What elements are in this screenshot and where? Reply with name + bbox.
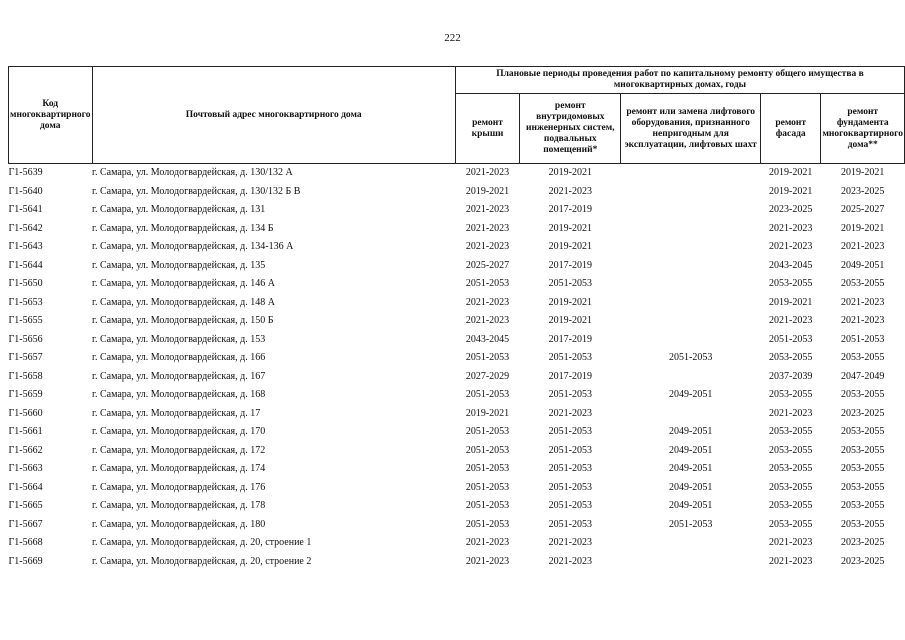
cell-foundation: 2053-2055 [841,389,885,401]
cell-address: г. Самара, ул. Молодогвардейская, д. 20, строение 1 [92,537,312,549]
cell-foundation: 2053-2055 [841,278,885,290]
repair-schedule-table [8,66,905,571]
cell-foundation: 2021-2023 [841,241,885,253]
header-utilities: ремонт внутридомовых инженерных систем, подвальных помещений* [520,94,621,164]
cell-code: Г1-5655 [8,315,43,327]
cell-address: г. Самара, ул. Молодогвардейская, д. 131 [92,204,266,216]
cell-roof: 2021-2023 [465,241,510,253]
cell-code: Г1-5656 [8,333,43,345]
cell-utilities: 2051-2053 [548,500,592,512]
cell-facade: 2019-2021 [769,167,813,179]
cell-utilities: 2051-2053 [548,463,592,475]
cell-utilities: 2051-2053 [548,426,592,438]
cell-address: г. Самара, ул. Молодогвардейская, д. 20, строение 2 [92,555,312,567]
cell-foundation: 2053-2055 [841,463,885,475]
cell-utilities: 2051-2053 [548,444,592,456]
cell-utilities: 2019-2021 [548,241,592,253]
cell-address: г. Самара, ул. Молодогвардейская, д. 148 А [92,296,275,308]
cell-facade: 2021-2023 [769,537,813,549]
cell-roof: 2051-2053 [465,500,510,512]
cell-elevator: 2051-2053 [669,352,713,364]
cell-address: г. Самара, ул. Молодогвардейская, д. 180 [92,518,266,530]
header-plan: Плановые периоды проведения работ по капитальному ремонту общего имущества в многоквартирных домах, годы [455,67,904,94]
cell-foundation: 2051-2053 [841,333,885,345]
cell-address: г. Самара, ул. Молодогвардейская, д. 150 Б [92,315,274,327]
cell-address: г. Самара, ул. Молодогвардейская, д. 178 [92,500,266,512]
cell-elevator: 2051-2053 [669,518,713,530]
cell-code: Г1-5665 [8,500,43,512]
cell-utilities: 2017-2019 [548,259,592,271]
cell-address: г. Самара, ул. Молодогвардейская, д. 168 [92,389,266,401]
table-row [9,460,905,479]
cell-elevator [621,331,760,350]
table-row [9,386,905,405]
cell-elevator [621,257,760,276]
table-row [9,220,905,239]
table-row [9,516,905,535]
cell-facade: 2053-2055 [769,389,813,401]
cell-foundation: 2021-2023 [841,296,885,308]
cell-address: г. Самара, ул. Молодогвардейская, д. 17 [92,407,261,419]
cell-address: г. Самара, ул. Молодогвардейская, д. 146 А [92,278,275,290]
cell-facade: 2053-2055 [769,500,813,512]
cell-foundation: 2053-2055 [841,481,885,493]
cell-elevator: 2049-2051 [669,481,713,493]
cell-foundation: 2025-2027 [841,204,885,216]
cell-foundation: 2023-2025 [841,185,885,197]
cell-utilities: 2021-2023 [548,185,592,197]
cell-address: г. Самара, ул. Молодогвардейская, д. 166 [92,352,266,364]
cell-code: Г1-5650 [8,278,43,290]
cell-utilities: 2021-2023 [548,407,592,419]
cell-address: г. Самара, ул. Молодогвардейская, д. 134-136 А [92,241,294,253]
cell-code: Г1-5642 [8,222,43,234]
cell-code: Г1-5663 [8,463,43,475]
cell-code: Г1-5644 [8,259,43,271]
cell-foundation: 2053-2055 [841,352,885,364]
cell-foundation: 2053-2055 [841,500,885,512]
cell-roof: 2051-2053 [465,352,510,364]
cell-roof: 2021-2023 [465,204,510,216]
cell-elevator [621,220,760,239]
table-row [9,201,905,220]
cell-facade: 2019-2021 [769,185,813,197]
cell-utilities: 2051-2053 [548,352,592,364]
cell-elevator: 2049-2051 [669,500,713,512]
table-row [9,275,905,294]
cell-roof: 2019-2021 [465,185,510,197]
cell-address: г. Самара, ул. Молодогвардейская, д. 130/132 Б В [92,185,301,197]
cell-code: Г1-5657 [8,352,43,364]
cell-facade: 2053-2055 [769,518,813,530]
table-row [9,479,905,498]
table-row [9,553,905,572]
cell-facade: 2021-2023 [769,407,813,419]
cell-foundation: 2047-2049 [841,370,885,382]
cell-code: Г1-5658 [8,370,43,382]
cell-elevator [621,368,760,387]
cell-elevator [621,312,760,331]
cell-utilities: 2019-2021 [548,296,592,308]
cell-roof: 2043-2045 [465,333,510,345]
cell-elevator: 2049-2051 [669,426,713,438]
table-row [9,312,905,331]
cell-code: Г1-5661 [8,426,43,438]
cell-elevator [621,201,760,220]
table-row [9,331,905,350]
table-body [9,164,905,572]
cell-foundation: 2019-2021 [841,222,885,234]
cell-code: Г1-5639 [8,167,43,179]
cell-code: Г1-5664 [8,481,43,493]
cell-address: г. Самара, ул. Молодогвардейская, д. 170 [92,426,266,438]
table-row [9,238,905,257]
table-row [9,534,905,553]
cell-roof: 2021-2023 [465,555,510,567]
table-row [9,164,905,183]
cell-elevator [621,534,760,553]
cell-facade: 2053-2055 [769,481,813,493]
cell-code: Г1-5669 [8,555,43,567]
cell-facade: 2053-2055 [769,426,813,438]
table-row [9,294,905,313]
table-row [9,405,905,424]
cell-address: г. Самара, ул. Молодогвардейская, д. 134 Б [92,222,274,234]
cell-elevator [621,238,760,257]
cell-foundation: 2023-2025 [841,555,885,567]
cell-foundation: 2049-2051 [841,259,885,271]
cell-elevator: 2049-2051 [669,463,713,475]
cell-roof: 2051-2053 [465,444,510,456]
header-address: Почтовый адрес многоквартирного дома [92,67,455,164]
table-row [9,349,905,368]
cell-utilities: 2021-2023 [548,537,592,549]
table-row [9,442,905,461]
cell-code: Г1-5643 [8,241,43,253]
cell-facade: 2053-2055 [769,463,813,475]
cell-facade: 2053-2055 [769,278,813,290]
cell-facade: 2021-2023 [769,315,813,327]
cell-foundation: 2053-2055 [841,444,885,456]
cell-utilities: 2019-2021 [548,315,592,327]
cell-foundation: 2053-2055 [841,518,885,530]
cell-roof: 2051-2053 [465,389,510,401]
cell-foundation: 2019-2021 [841,167,885,179]
cell-roof: 2051-2053 [465,481,510,493]
cell-facade: 2053-2055 [769,352,813,364]
cell-elevator [621,164,760,183]
cell-utilities: 2017-2019 [548,333,592,345]
header-code: Код многоквартирного дома [9,67,93,164]
cell-code: Г1-5668 [8,537,43,549]
cell-address: г. Самара, ул. Молодогвардейская, д. 130/132 А [92,167,293,179]
cell-roof: 2021-2023 [465,315,510,327]
cell-code: Г1-5662 [8,444,43,456]
cell-roof: 2027-2029 [465,370,510,382]
cell-utilities: 2017-2019 [548,370,592,382]
table-row [9,497,905,516]
cell-address: г. Самара, ул. Молодогвардейская, д. 167 [92,370,266,382]
header-elevator: ремонт или замена лифтового оборудования, признанного непригодным для эксплуатации, лифтовых шахт [621,94,760,164]
table-row [9,423,905,442]
cell-roof: 2051-2053 [465,518,510,530]
cell-foundation: 2023-2025 [841,407,885,419]
cell-facade: 2023-2025 [769,204,813,216]
cell-roof: 2021-2023 [465,167,510,179]
cell-address: г. Самара, ул. Молодогвардейская, д. 172 [92,444,266,456]
cell-code: Г1-5667 [8,518,43,530]
header-facade: ремонт фасада [760,94,821,164]
cell-roof: 2019-2021 [465,407,510,419]
cell-address: г. Самара, ул. Молодогвардейская, д. 135 [92,259,266,271]
cell-elevator: 2049-2051 [669,444,713,456]
cell-code: Г1-5659 [8,389,43,401]
cell-facade: 2019-2021 [769,296,813,308]
cell-elevator [621,294,760,313]
cell-elevator [621,553,760,572]
cell-facade: 2021-2023 [769,222,813,234]
header-roof: ремонт крыши [455,94,519,164]
cell-utilities: 2019-2021 [548,222,592,234]
cell-utilities: 2021-2023 [548,555,592,567]
cell-roof: 2051-2053 [465,463,510,475]
cell-code: Г1-5641 [8,204,43,216]
cell-roof: 2025-2027 [465,259,510,271]
cell-utilities: 2051-2053 [548,278,592,290]
cell-code: Г1-5640 [8,185,43,197]
cell-facade: 2021-2023 [769,555,813,567]
cell-facade: 2051-2053 [769,333,813,345]
cell-foundation: 2023-2025 [841,537,885,549]
cell-utilities: 2019-2021 [548,167,592,179]
cell-roof: 2051-2053 [465,278,510,290]
table-row [9,368,905,387]
cell-facade: 2053-2055 [769,444,813,456]
cell-address: г. Самара, ул. Молодогвардейская, д. 176 [92,481,266,493]
cell-facade: 2043-2045 [769,259,813,271]
cell-utilities: 2051-2053 [548,518,592,530]
cell-utilities: 2051-2053 [548,389,592,401]
header-foundation: ремонт фундамента многоквартирного дома** [821,94,905,164]
cell-elevator [621,183,760,202]
table-row [9,183,905,202]
cell-address: г. Самара, ул. Молодогвардейская, д. 174 [92,463,266,475]
cell-elevator [621,405,760,424]
cell-utilities: 2017-2019 [548,204,592,216]
cell-code: Г1-5653 [8,296,43,308]
cell-roof: 2021-2023 [465,222,510,234]
cell-facade: 2021-2023 [769,241,813,253]
cell-foundation: 2053-2055 [841,426,885,438]
cell-elevator [621,275,760,294]
cell-roof: 2021-2023 [465,537,510,549]
page-number: 222 [444,32,461,44]
cell-code: Г1-5660 [8,407,43,419]
cell-roof: 2021-2023 [465,296,510,308]
cell-facade: 2037-2039 [769,370,813,382]
cell-utilities: 2051-2053 [548,481,592,493]
cell-roof: 2051-2053 [465,426,510,438]
cell-address: г. Самара, ул. Молодогвардейская, д. 153 [92,333,266,345]
cell-elevator: 2049-2051 [669,389,713,401]
table-row [9,257,905,276]
cell-foundation: 2021-2023 [841,315,885,327]
